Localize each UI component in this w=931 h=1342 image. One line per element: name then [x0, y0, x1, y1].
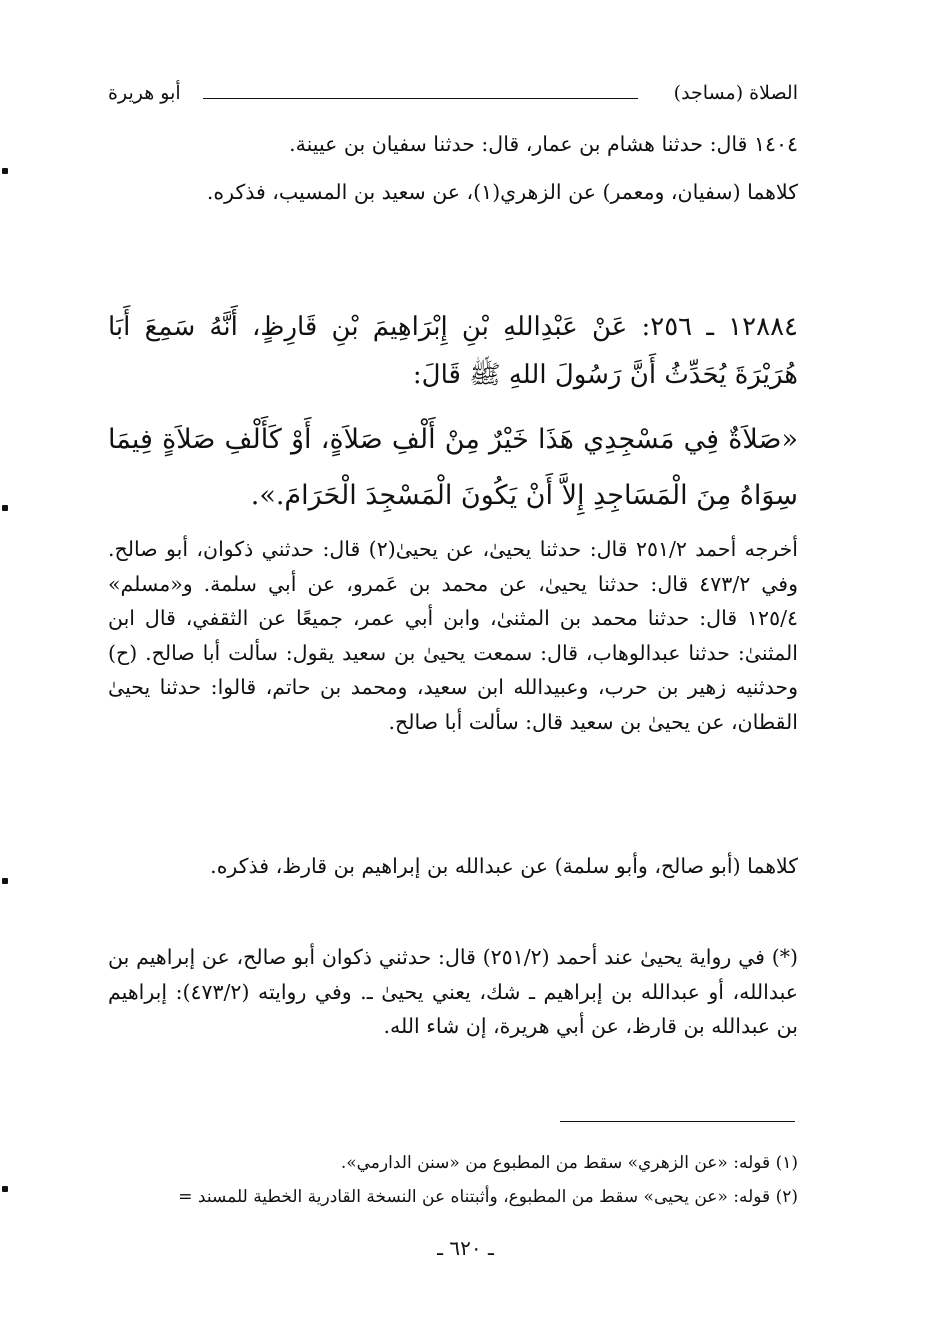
- hadith-heading: ١٢٨٨٤ ـ ٢٥٦: عَنْ عَبْدِاللهِ بْنِ إِبْرَاهِيمَ بْنِ قَارِظٍ، أَنَّهُ سَمِعَ أَبَا هُرَيْرَةَ يُحَدِّثُ أَنَّ رَسُولَ اللهِ ﷺ قَالَ:: [108, 312, 798, 390]
- footnote-rule: [560, 1121, 795, 1122]
- running-header: [108, 82, 798, 112]
- narrator-title: أبو هريرة: [108, 82, 181, 104]
- chain-paragraph-both: كلاهما (سفيان، ومعمر) عن الزهري(١)، عن سعيد بن المسيب، فذكره.: [206, 180, 798, 204]
- footnotes: [108, 1146, 798, 1214]
- scan-edge-mark: [2, 168, 8, 174]
- page-number: ـ ٦٢٠ ـ: [437, 1236, 494, 1260]
- header-rule: [203, 98, 638, 99]
- note-paragraph: (*) في رواية يحيىٰ عند أحمد (٢٥١/٢) قال: حدثني ذكوان أبو صالح، عن إبراهيم بن عبدالله، أو عبدالله بن إبراهيم ـ شك، يعني يحيىٰ ـ. وفي روايته (٤٧٣/٢): إبراهيم بن عبدالله بن قارظ، عن أبي هريرة، إن شاء الله.: [108, 945, 798, 1038]
- scan-edge-mark: [2, 1186, 8, 1192]
- scan-edge-mark: [2, 878, 8, 884]
- summary-paragraph: كلاهما (أبو صالح، وأبو سلمة) عن عبدالله بن إبراهيم بن قارظ، فذكره.: [210, 854, 798, 878]
- footnote-1: (١) قوله: «عن الزهري» سقط من المطبوع من «سنن الدارمي».: [340, 1153, 798, 1173]
- takhrij-paragraph: أخرجه أحمد ٢٥١/٢ قال: حدثنا يحيىٰ، عن يحيىٰ(٢) قال: حدثني ذكوان، أبو صالح. وفي ٤٧٣/٢ قال: حدثنا يحيىٰ، عن محمد بن عَمرو، عن أبي سلمة. و«مسلم» ١٢٥/٤ قال: حدثنا محمد بن المثنىٰ، وابن أبي عمر، جميعًا عن الثقفي، قال ابن المثنىٰ: حدثنا عبدالوهاب، قال: سمعت يحيىٰ بن سعيد يقول: سألت أبا صالح. (ح) وحدثنيه زهير بن حرب، وعبيدالله ابن سعيد، ومحمد بن حاتم، قالوا: حدثنا يحيىٰ القطان، عن يحيىٰ بن سعيد قال: سألت أبا صالح.: [108, 537, 799, 734]
- scan-edge-mark: [2, 505, 8, 511]
- chain-paragraph-1404: ١٤٠٤ قال: حدثنا هشام بن عمار، قال: حدثنا سفيان بن عيينة.: [289, 132, 798, 156]
- hadith-text: «صَلاَةٌ فِي مَسْجِدِي هَذَا خَيْرٌ مِنْ أَلْفِ صَلاَةٍ، أَوْ كَأَلْفِ صَلاَةٍ فِيمَا سِوَاهُ مِنَ الْمَسَاجِدِ إِلاَّ أَنْ يَكُونَ الْمَسْجِدَ الْحَرَامَ.».: [108, 424, 798, 511]
- footnote-2: (٢) قوله: «عن يحيى» سقط من المطبوع، وأثبتناه عن النسخة القادرية الخطية للمسند =: [178, 1187, 798, 1207]
- chapter-title: الصلاة (مساجد): [673, 82, 798, 104]
